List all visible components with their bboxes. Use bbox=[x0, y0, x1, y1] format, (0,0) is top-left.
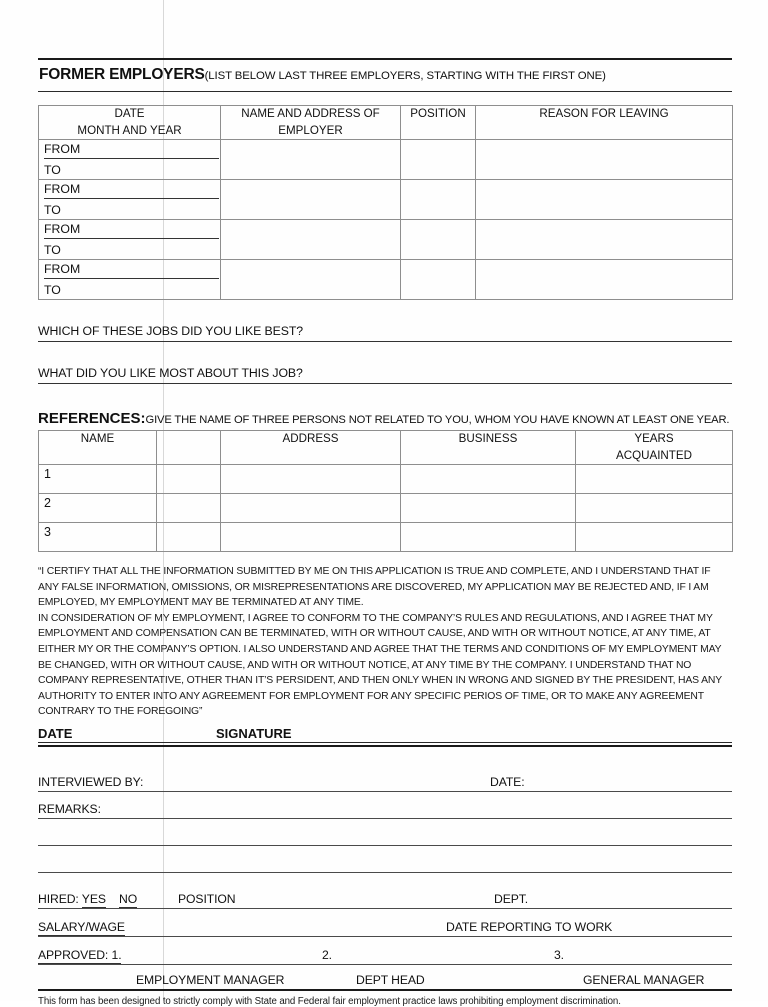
approved-slot-1[interactable]: 1. bbox=[111, 947, 122, 962]
employer-reason-cell-2[interactable] bbox=[476, 180, 733, 220]
to-row[interactable] bbox=[39, 200, 220, 219]
question-best-job-label: WHICH OF THESE JOBS DID YOU LIKE BEST? bbox=[38, 324, 303, 338]
years-header-line1: YEARS bbox=[634, 432, 674, 445]
table-row[interactable] bbox=[39, 140, 733, 180]
reference-years-cell-3[interactable] bbox=[576, 523, 733, 552]
reference-years-cell-2[interactable] bbox=[576, 494, 733, 523]
interview-date-label: DATE: bbox=[486, 775, 529, 789]
name-header-text: NAME bbox=[80, 432, 115, 445]
table-header-row bbox=[39, 431, 733, 465]
reason-header-text: REASON FOR LEAVING bbox=[539, 107, 669, 120]
interviewed-by-row[interactable] bbox=[38, 765, 732, 792]
employer-reason-cell-1[interactable] bbox=[476, 140, 733, 180]
reference-address-cell-1[interactable] bbox=[221, 465, 401, 494]
table-row[interactable] bbox=[39, 180, 733, 220]
reference-number-cell-3 bbox=[39, 523, 157, 552]
question-like-most[interactable] bbox=[38, 364, 732, 384]
to-row[interactable] bbox=[39, 160, 220, 179]
hired-yes-option[interactable]: YES bbox=[81, 891, 106, 906]
employer-header-line2: EMPLOYER bbox=[278, 123, 343, 137]
remarks-extra-line-1[interactable] bbox=[38, 819, 732, 846]
reference-name-cell-1[interactable] bbox=[157, 465, 221, 494]
hired-position-label: POSITION bbox=[178, 892, 239, 906]
reference-business-cell-2[interactable] bbox=[401, 494, 576, 523]
approved-slot-2[interactable]: 2. bbox=[322, 948, 336, 962]
former-employers-section bbox=[38, 58, 732, 92]
employer-name-address-cell-4[interactable] bbox=[221, 260, 401, 300]
employer-reason-cell-4[interactable] bbox=[476, 260, 733, 300]
remarks-label: REMARKS: bbox=[38, 802, 104, 816]
to-label: TO bbox=[44, 283, 61, 297]
reference-business-cell-1[interactable] bbox=[401, 465, 576, 494]
years-header-line2: ACQUAINTED bbox=[615, 448, 692, 462]
hired-label-group bbox=[38, 892, 141, 906]
column-header-business bbox=[401, 431, 576, 465]
employer-position-cell-4[interactable] bbox=[401, 260, 476, 300]
table-row[interactable] bbox=[39, 220, 733, 260]
employer-date-cell-2[interactable] bbox=[39, 180, 221, 220]
former-employers-heading bbox=[38, 60, 732, 91]
position-header-text: POSITION bbox=[410, 107, 466, 120]
remarks-row[interactable] bbox=[38, 792, 732, 819]
address-header-text: ADDRESS bbox=[282, 432, 339, 445]
column-header-date bbox=[39, 106, 221, 140]
hired-no-option[interactable]: NO bbox=[119, 891, 138, 906]
column-header-position bbox=[401, 106, 476, 140]
from-label: FROM bbox=[44, 222, 219, 239]
reference-number-cell-1 bbox=[39, 465, 157, 494]
approved-label-group bbox=[38, 948, 121, 964]
reference-years-cell-1[interactable] bbox=[576, 465, 733, 494]
interviewed-by-label: INTERVIEWED BY: bbox=[38, 775, 146, 789]
column-header-spacer bbox=[157, 431, 221, 465]
general-manager-title: GENERAL MANAGER bbox=[583, 972, 705, 987]
remarks-extra-line-2[interactable] bbox=[38, 846, 732, 873]
salary-label-wrap bbox=[38, 920, 129, 934]
reference-row-number: 2 bbox=[44, 496, 51, 510]
reference-address-cell-3[interactable] bbox=[221, 523, 401, 552]
employer-position-cell-3[interactable] bbox=[401, 220, 476, 260]
heading-rule-bottom bbox=[38, 91, 732, 92]
from-row[interactable] bbox=[39, 140, 220, 160]
to-row[interactable] bbox=[39, 240, 220, 259]
from-row[interactable] bbox=[39, 180, 220, 200]
from-label: FROM bbox=[44, 262, 219, 279]
table-row[interactable] bbox=[39, 465, 733, 494]
employer-name-address-cell-2[interactable] bbox=[221, 180, 401, 220]
approved-row[interactable] bbox=[38, 937, 732, 965]
employer-date-cell-4[interactable] bbox=[39, 260, 221, 300]
date-header-line2: MONTH AND YEAR bbox=[77, 123, 182, 137]
dept-head-title: DEPT HEAD bbox=[356, 972, 425, 987]
certification-text bbox=[38, 564, 732, 720]
question-best-job[interactable] bbox=[38, 322, 732, 342]
approved-label: APPROVED: bbox=[38, 947, 109, 962]
salary-wage-label: SALARY/WAGE bbox=[38, 919, 125, 934]
column-header-employer bbox=[221, 106, 401, 140]
from-label: FROM bbox=[44, 182, 219, 199]
reference-number-cell-2 bbox=[39, 494, 157, 523]
employer-reason-cell-3[interactable] bbox=[476, 220, 733, 260]
certification-paragraph-2: IN CONSIDERATION OF MY EMPLOYMENT, I AGREE TO CONFORM TO THE COMPANY’S RULES AND REGULATIONS, AND I AGREE THAT MY EMPLOYMENT AND COMPENSATION CAN BE TERMINATED, WITH OR WITHOUT CAUSE, AND WITH OR WITHOUT NOTICE, AT ANY TIME, AT EITHER MY OR THE COMPANY’S OPTION. I ALSO UNDERSTAND AND AGREE THAT THE TERMS AND CONDITIONS OF MY EMPLOYMENT MAY BE CHANGED, WITH OR WITHOUT CAUSE, AND WITH OR WITHOUT NOTICE, AT ANY TIME BY THE COMPANY. I UNDERSTAND THAT NO COMPANY REPRESENTATIVE, OTHER THAN IT’S PERSIDENT, AND THEN ONLY WHEN IN WRONG AND SIGNED BY THE PRESIDENT, HAS ANY AUTHORITY TO ENTER INTO ANY AGREEMENT FOR EMPLOYMENT FOR ANY SPECIFIC PERIOS OF TIME, OR TO MAKE ANY AGREEMENT CONTRARY TO THE FOREGOING” bbox=[38, 612, 722, 718]
hired-dept-label: DEPT. bbox=[494, 892, 532, 906]
signature-label: SIGNATURE bbox=[216, 725, 292, 741]
column-header-name bbox=[39, 431, 157, 465]
form-content bbox=[38, 0, 732, 1007]
table-row[interactable] bbox=[39, 523, 733, 552]
business-header-text: BUSINESS bbox=[458, 432, 518, 445]
employer-date-cell-3[interactable] bbox=[39, 220, 221, 260]
page-title: FORMER EMPLOYERS bbox=[39, 66, 205, 83]
from-row[interactable] bbox=[39, 260, 220, 280]
hired-row[interactable] bbox=[38, 881, 732, 909]
references-title: REFERENCES: bbox=[38, 410, 146, 427]
footer-rule bbox=[38, 989, 732, 991]
employer-header-line1: NAME AND ADDRESS OF bbox=[241, 107, 380, 120]
reference-row-number: 1 bbox=[44, 467, 51, 481]
former-employers-table bbox=[38, 105, 733, 300]
table-row[interactable] bbox=[39, 494, 733, 523]
date-reporting-label: DATE REPORTING TO WORK bbox=[446, 920, 616, 934]
column-header-address bbox=[221, 431, 401, 465]
employer-name-address-cell-1[interactable] bbox=[221, 140, 401, 180]
from-label: FROM bbox=[44, 142, 219, 159]
former-employers-subtitle: (LIST BELOW LAST THREE EMPLOYERS, STARTING WITH THE FIRST ONE) bbox=[204, 70, 606, 82]
table-row[interactable] bbox=[39, 260, 733, 300]
compliance-footer-note: This form has been designed to strictly comply with State and Federal fair employment practice laws prohibiting employment discrimination. bbox=[38, 995, 621, 1007]
to-label: TO bbox=[44, 163, 61, 177]
employer-date-cell-1[interactable] bbox=[39, 140, 221, 180]
reference-name-cell-3[interactable] bbox=[157, 523, 221, 552]
employment-manager-title: EMPLOYMENT MANAGER bbox=[136, 972, 285, 987]
references-subtitle: GIVE THE NAME OF THREE PERSONS NOT RELATED TO YOU, WHOM YOU HAVE KNOWN AT LEAST ONE YEAR. bbox=[145, 414, 730, 426]
signature-rule-top bbox=[38, 742, 732, 743]
date-signature-row[interactable] bbox=[38, 722, 732, 742]
to-label: TO bbox=[44, 243, 61, 257]
column-header-reason bbox=[476, 106, 733, 140]
references-table bbox=[38, 430, 733, 552]
salary-row[interactable] bbox=[38, 909, 732, 937]
certification-paragraph-1: “I CERTIFY THAT ALL THE INFORMATION SUBMITTED BY ME ON THIS APPLICATION IS TRUE AND COMPLETE, AND I UNDERSTAND THAT IF ANY FALSE INFORMATION, OMISSIONS, OR MISREPRESENTATIONS ARE DISCOVERED, MY APPLICATION MAY BE REJECTED AND, IF I AM EMPLOYED, MY EMPLOYMENT MAY BE TERMINATED AT ANY TIME. bbox=[38, 566, 711, 609]
reference-name-cell-2[interactable] bbox=[157, 494, 221, 523]
employer-position-cell-2[interactable] bbox=[401, 180, 476, 220]
references-heading bbox=[38, 410, 732, 428]
date-header-line1: DATE bbox=[114, 107, 145, 120]
reference-row-number: 3 bbox=[44, 525, 51, 539]
table-header-row bbox=[39, 106, 733, 140]
approved-slot-3[interactable]: 3. bbox=[554, 948, 568, 962]
reference-business-cell-3[interactable] bbox=[401, 523, 576, 552]
date-label: DATE bbox=[38, 725, 73, 741]
question-like-most-label: WHAT DID YOU LIKE MOST ABOUT THIS JOB? bbox=[38, 366, 303, 380]
from-row[interactable] bbox=[39, 220, 220, 240]
employer-position-cell-1[interactable] bbox=[401, 140, 476, 180]
column-header-years-acquainted bbox=[576, 431, 733, 465]
reference-address-cell-2[interactable] bbox=[221, 494, 401, 523]
approved-label-wrap bbox=[38, 948, 125, 962]
hired-label: HIRED: bbox=[38, 891, 79, 906]
to-row[interactable] bbox=[39, 280, 220, 299]
employer-name-address-cell-3[interactable] bbox=[221, 220, 401, 260]
signature-titles-row bbox=[38, 966, 732, 988]
to-label: TO bbox=[44, 203, 61, 217]
